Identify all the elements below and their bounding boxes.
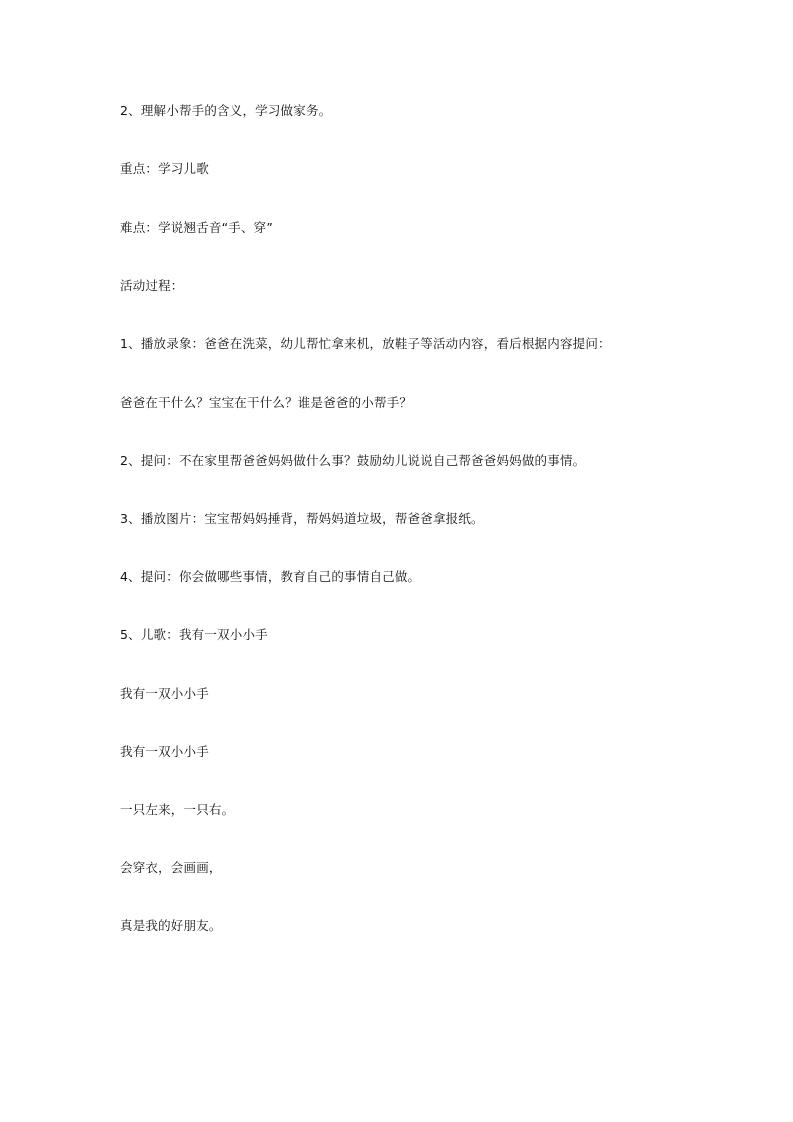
song-line-1: 我有一双小小手 <box>120 686 209 701</box>
step-1-questions: 爸爸在干什么？宝宝在干什么？谁是爸爸的小帮手？ <box>120 395 413 410</box>
difficult-point: 难点：学说翘舌音“手、穿” <box>120 220 274 235</box>
key-point: 重点：学习儿歌 <box>120 161 209 176</box>
song-line-5: 真是我的好朋友。 <box>120 918 222 933</box>
song-line-3: 一只左来，一只右。 <box>120 802 235 817</box>
step-1: 1、播放录象：爸爸在洗菜，幼儿帮忙拿来机，放鞋子等活动内容，看后根据内容提问： <box>120 336 611 351</box>
activity-process-heading: 活动过程： <box>120 278 184 293</box>
song-line-4: 会穿衣，会画画， <box>120 860 222 875</box>
step-5-song-title: 5、儿歌：我有一双小小手 <box>120 627 268 642</box>
objective-2: 2、理解小帮手的含义，学习做家务。 <box>120 103 332 118</box>
step-4: 4、提问：你会做哪些事情，教育自己的事情自己做。 <box>120 569 421 584</box>
step-3: 3、播放图片：宝宝帮妈妈捶背，帮妈妈道垃圾，帮爸爸拿报纸。 <box>120 511 484 526</box>
song-line-2: 我有一双小小手 <box>120 744 209 759</box>
step-2: 2、提问：不在家里帮爸爸妈妈做什么事？鼓励幼儿说说自己帮爸爸妈妈做的事情。 <box>120 453 586 468</box>
